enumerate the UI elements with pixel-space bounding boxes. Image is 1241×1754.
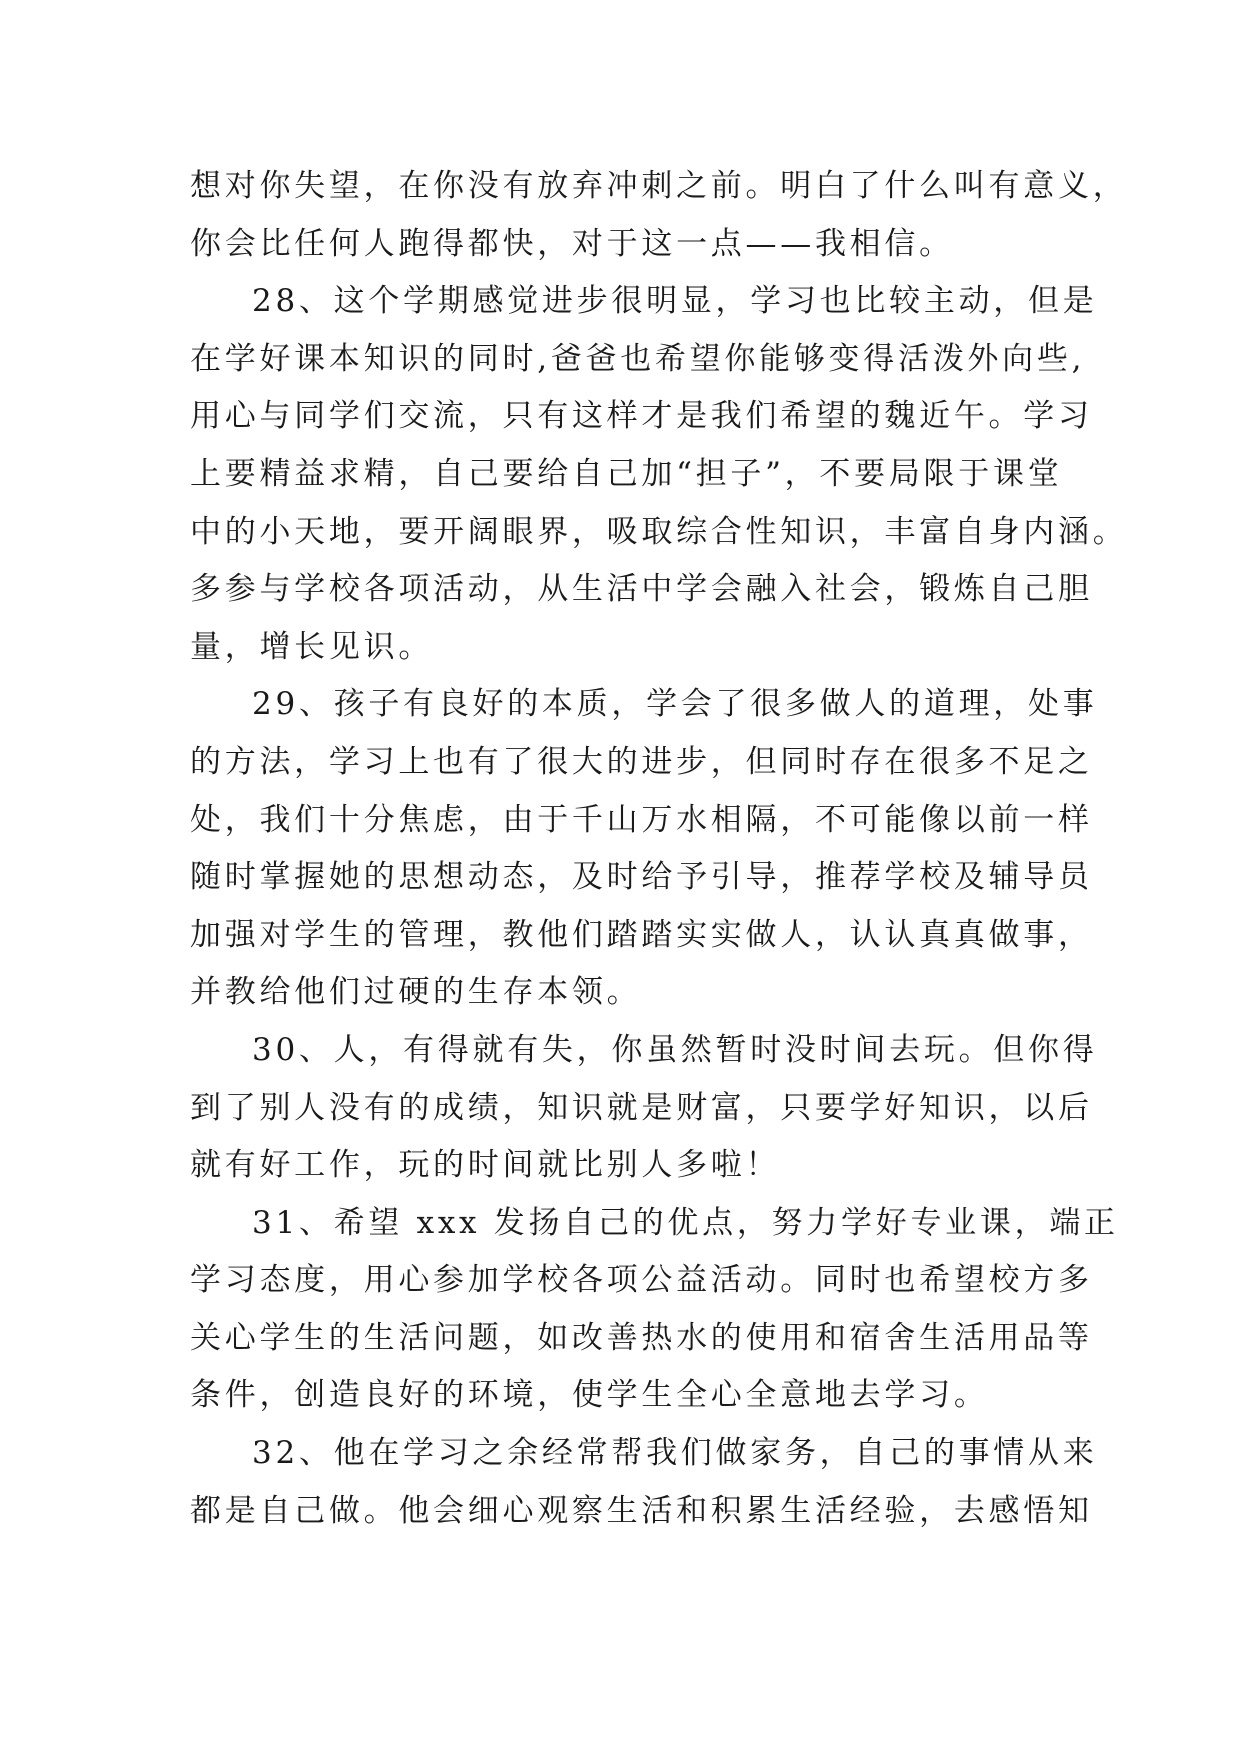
paragraph-continuation-line: 你会比任何人跑得都快，对于这一点——我相信。 <box>190 225 954 262</box>
paragraph-continuation-line: 想对你失望，在你没有放弃冲刺之前。明白了什么叫有意义， <box>190 168 1128 204</box>
paragraph-31-line: 学习态度，用心参加学校各项公益活动。同时也希望校方多 <box>190 1262 1093 1299</box>
paragraph-29-line: 并教给他们过硬的生存本领。 <box>190 974 642 1011</box>
paragraph-29-line: 加强对学生的管理，教他们踏踏实实做人，认认真真做事， <box>190 916 1093 953</box>
paragraph-28-line: 中的小天地，要开阔眼界，吸取综合性知识，丰富自身内涵。 <box>190 513 1128 550</box>
paragraph-28-line: 28、这个学期感觉进步很明显，学习也比较主动，但是 <box>252 283 1098 320</box>
paragraph-28-line: 用心与同学们交流，只有这样才是我们希望的魏近午。学习 <box>190 398 1093 435</box>
paragraph-29-line: 29、孩子有良好的本质，学会了很多做人的道理，处事 <box>252 686 1098 723</box>
paragraph-28-line: 在学好课本知识的同时,爸爸也希望你能够变得活泼外向些, <box>190 340 1086 377</box>
paragraph-29-line: 的方法，学习上也有了很大的进步，但同时存在很多不足之 <box>190 743 1093 780</box>
paragraph-31-line: 31、希望 xxx 发扬自己的优点，努力学好专业课，端正 <box>252 1204 1119 1241</box>
paragraph-28-line: 多参与学校各项活动，从生活中学会融入社会，锻炼自己胆 <box>190 571 1093 608</box>
paragraph-31-line: 条件，创造良好的环境，使学生全心全意地去学习。 <box>190 1377 989 1414</box>
paragraph-30-line: 就有好工作，玩的时间就比别人多啦！ <box>190 1147 781 1184</box>
paragraph-32-line: 32、他在学习之余经常帮我们做家务，自己的事情从来 <box>252 1435 1098 1472</box>
document-body <box>190 158 1128 1540</box>
paragraph-32-line: 都是自己做。他会细心观察生活和积累生活经验，去感悟知 <box>190 1492 1093 1529</box>
paragraph-30-line: 到了别人没有的成绩，知识就是财富，只要学好知识，以后 <box>190 1089 1093 1126</box>
paragraph-30-line: 30、人，有得就有失，你虽然暂时没时间去玩。但你得 <box>252 1031 1098 1068</box>
paragraph-28-line: 量，增长见识。 <box>190 628 434 665</box>
paragraph-29-line: 处，我们十分焦虑，由于千山万水相隔，不可能像以前一样 <box>190 801 1093 838</box>
paragraph-28-line: 上要精益求精，自己要给自己加“担子”，不要局限于课堂 <box>190 455 1063 492</box>
paragraph-29-line: 随时掌握她的思想动态，及时给予引导，推荐学校及辅导员 <box>190 859 1093 896</box>
paragraph-31-line: 关心学生的生活问题，如改善热水的使用和宿舍生活用品等 <box>190 1319 1093 1356</box>
